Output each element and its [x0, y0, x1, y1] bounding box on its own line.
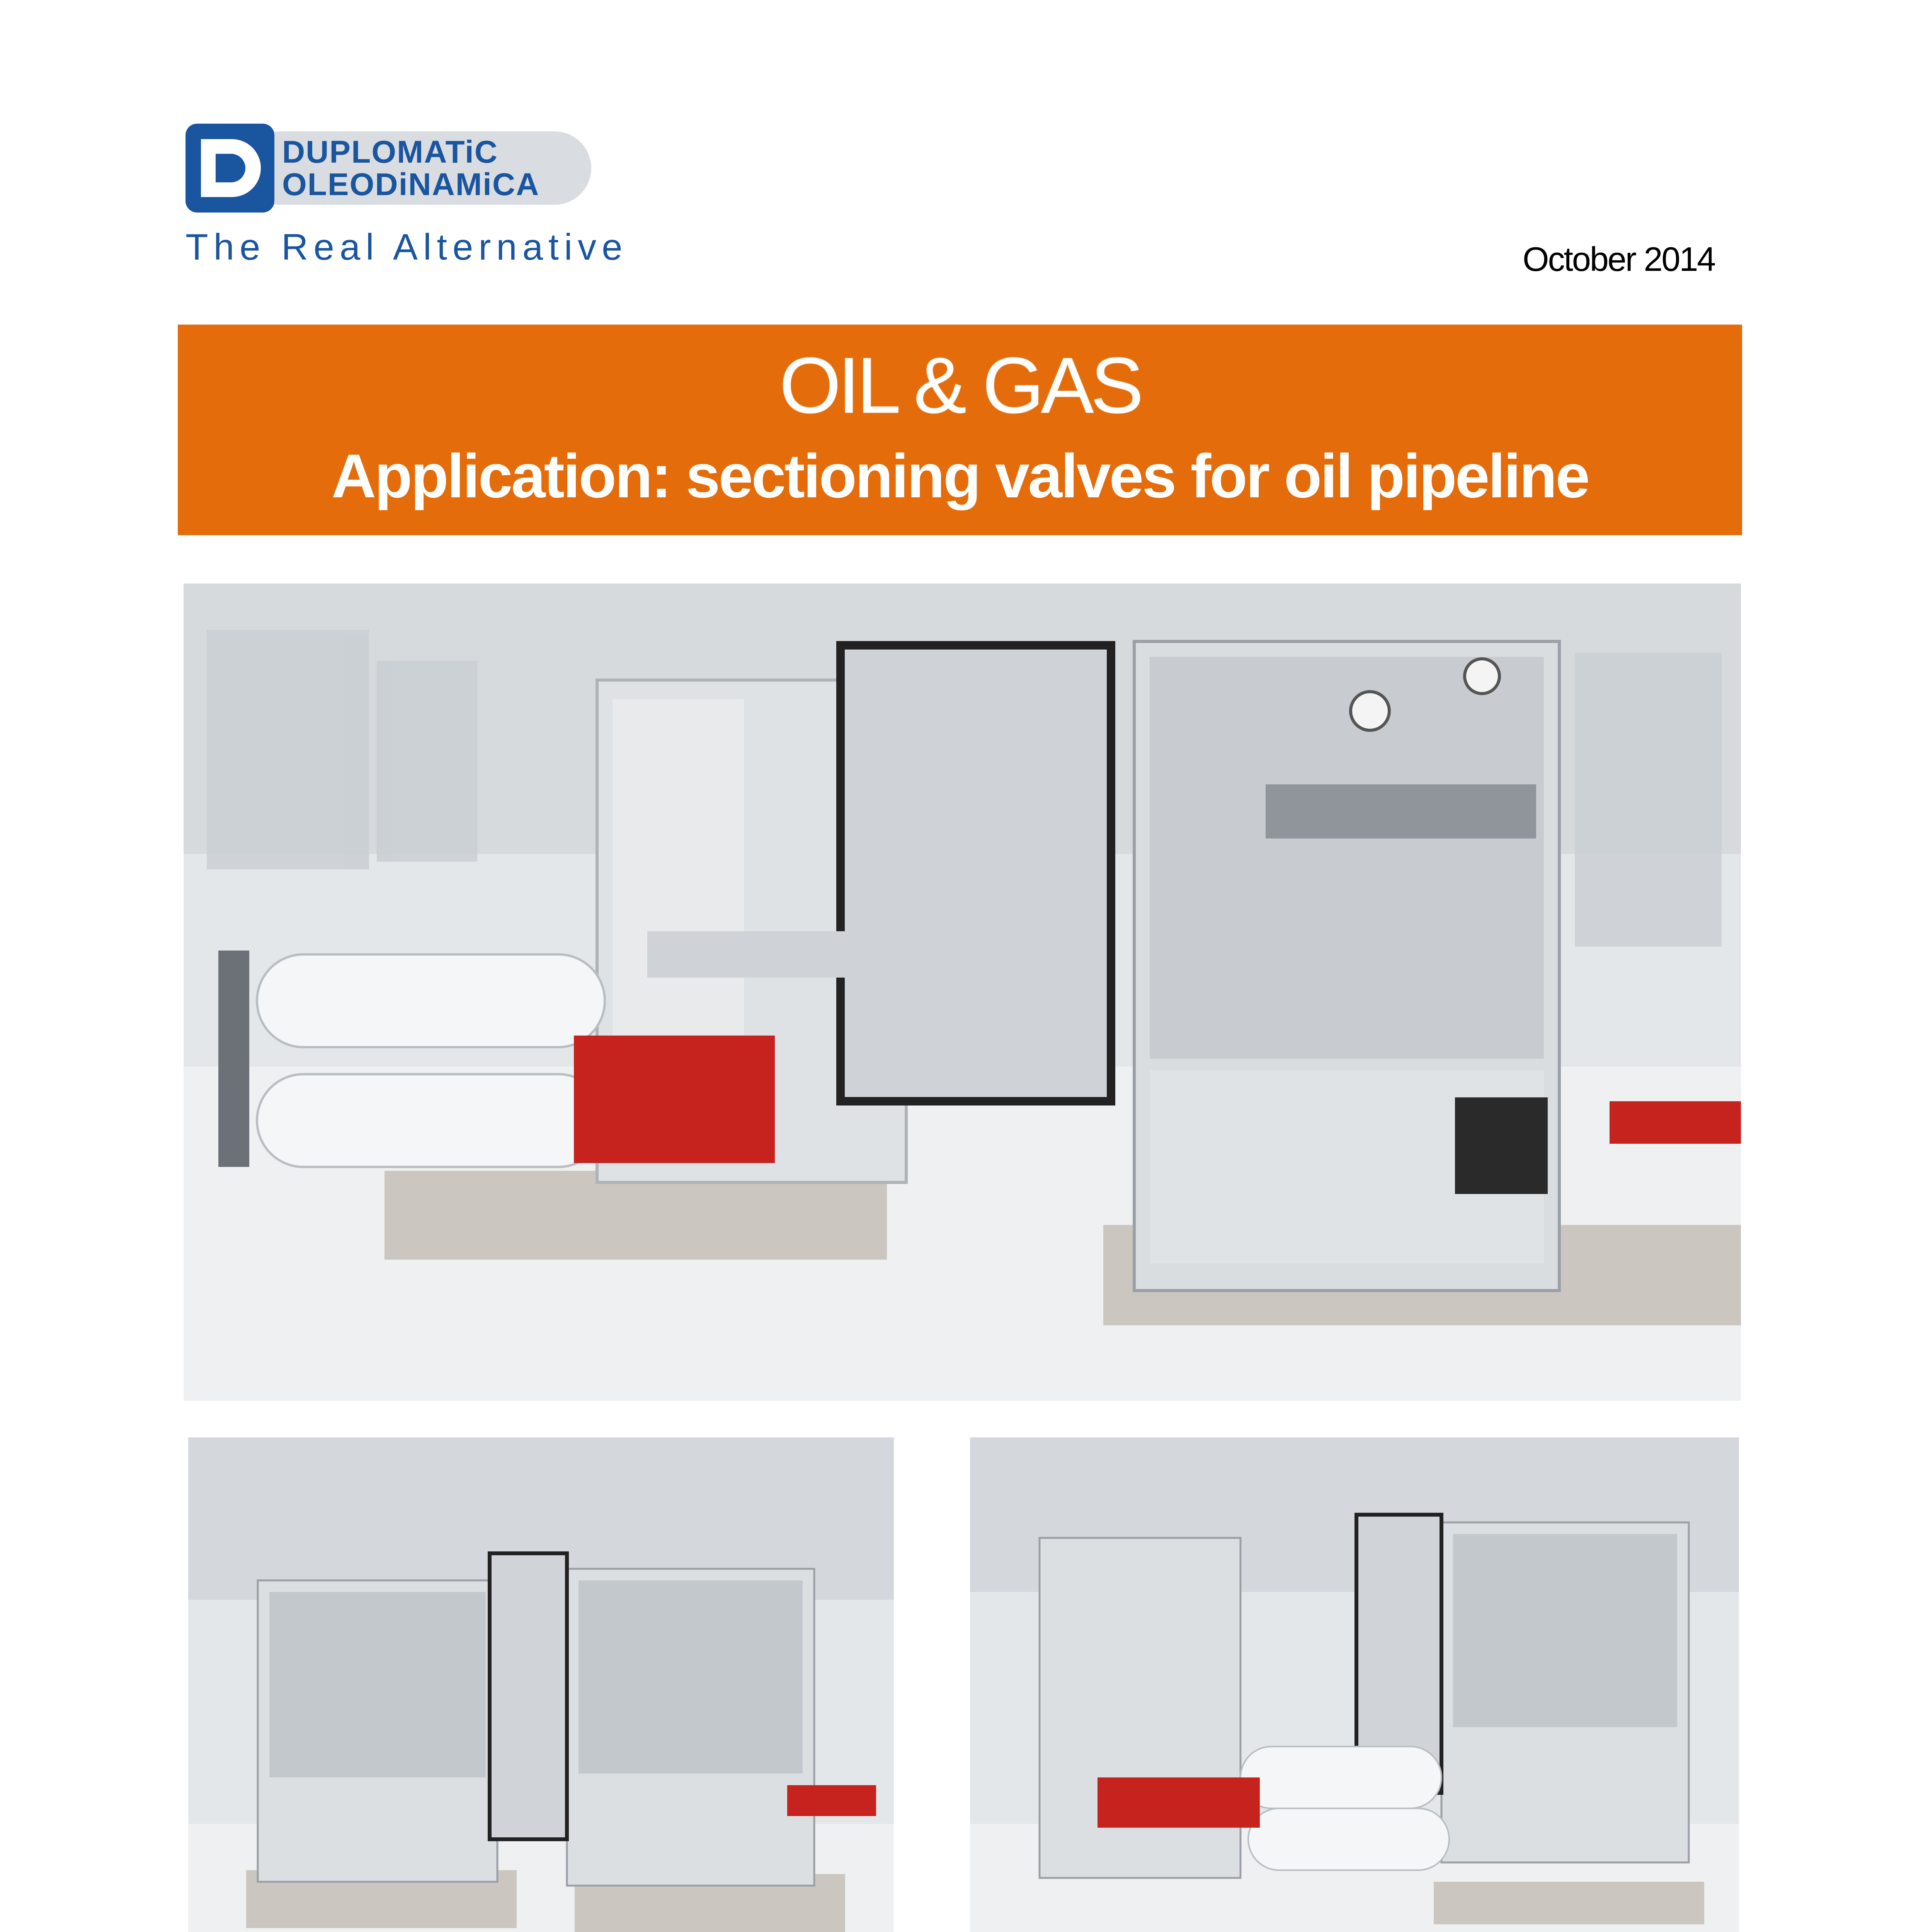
logo-line2: OLEODiNAMiCA	[282, 167, 540, 202]
power-units-pair-photo	[188, 1437, 894, 1932]
logo-name	[282, 136, 539, 201]
document-date: October 2014	[1523, 240, 1715, 278]
power-unit-photo	[184, 583, 1741, 1401]
banner-subtitle: Application: sectioning valves for oil pipeline	[331, 441, 1589, 510]
banner-title: OIL & GAS	[779, 341, 1141, 430]
company-logo	[185, 124, 628, 278]
logo-d-mark-icon	[185, 124, 274, 213]
logo-line1: DUPLOMATiC	[282, 134, 499, 170]
skid-with-accumulators-photo	[970, 1437, 1739, 1932]
title-banner	[178, 325, 1742, 535]
logo-tagline: The Real Alternative	[185, 226, 628, 268]
